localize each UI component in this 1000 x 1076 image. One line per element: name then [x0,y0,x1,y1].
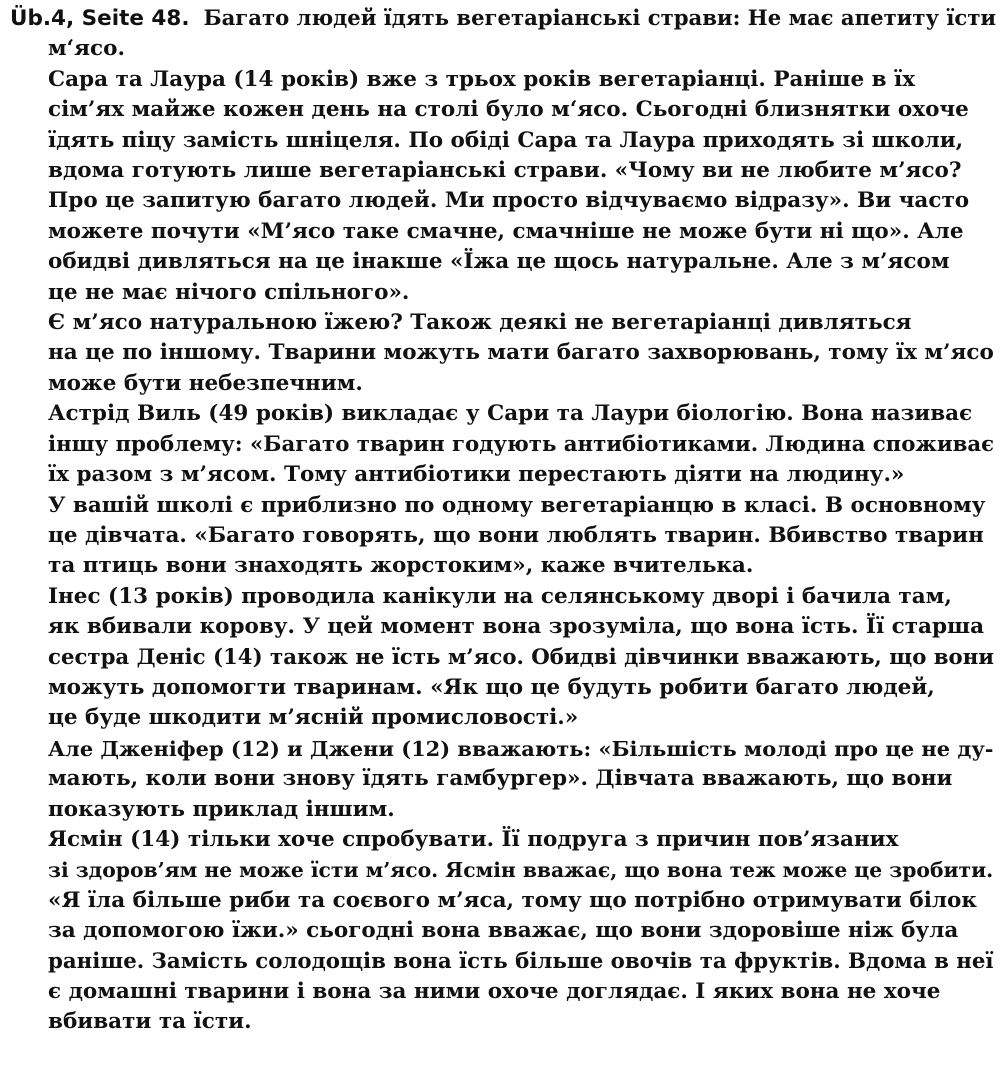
text-line: вдома готують лише вегетаріанські страви. «Чому ви не любите м’ясо? [48,158,962,184]
text-line: «Я їла більше риби та соєвого м’яса, тому що потрібно отримувати білок [48,887,977,913]
text-line: можете почути «М’ясо таке смачне, смачніше не може бути ні що». Але [48,218,964,244]
text-line: мають, коли вони знову їдять гамбургер». Дівчата вважають, що вони [48,766,953,792]
text-line: У вашій школі є приблизно по одному вегетаріанцю в класі. В основному [48,492,986,518]
paragraph [10,825,994,1038]
text-line: це не має нічого спільного». [48,279,410,305]
text-line: обидві дивляться на це інакше «Їжа це щось натуральне. Але з м’ясом [48,249,950,275]
text-line: можуть допомогти тваринам. «Як що це будуть робити багато людей, [48,674,935,700]
text-line: це буде шкодити м’ясній промисловості.» [48,705,579,731]
text-line: це дівчата. «Багато говорять, що вони люблять тварин. Вбивство тварин [48,522,984,548]
heading-title-cont: м‘ясо. [48,36,125,62]
heading-line [10,3,997,34]
text-line: їх разом з м’ясом. Тому антибіотики перестають діяти на людину.» [48,462,905,488]
text-line: та птиць вони знаходять жорстоким», каже вчителька. [48,553,754,579]
text-line: як вбивали корову. У цей момент вона зрозуміла, що вона їсть. Її старша [48,614,985,640]
text-line: Але Дженіфер (12) и Джени (12) вважають: «Більшість молоді про це не ду- [48,735,994,761]
text-line: Сара та Лаура (14 років) вже з трьох років вегетаріанці. Раніше в їх [48,66,916,92]
text-line: Ясмін (14) тільки хоче спробувати. Її подруга з причин пов’язаних [48,826,899,852]
text-line: Інес (13 років) проводила канікули на селянському дворі і бачила там, [48,583,952,609]
text-line: зі здоров’ям не може їсти м’ясо. Ясмін вважає, що вона теж може це зробити. [48,858,994,883]
paragraph [10,734,994,825]
paragraph [10,65,994,308]
body-text [10,65,994,1038]
text-line: вбивати та їсти. [48,1009,252,1035]
text-line: є домашні тварини і вона за ними охоче доглядає. І яких вона не хоче [48,979,941,1004]
text-line: іншу проблему: «Багато тварин годують антибіотиками. Людина споживає [48,431,995,457]
paragraph [10,582,994,734]
text-line: їдять піцу замість шніцеля. По обіді Сара та Лаура приходять зі школи, [48,127,964,153]
text-line: сім’ях майже кожен день на столі було м‘ясо. Сьогодні близнятки охоче [48,97,969,123]
paragraph [10,399,994,581]
text-line: Є м’ясо натуральною їжею? Також деякі не вегетаріанці дивляться [48,310,912,336]
text-line: на це по іншому. Тварини можуть мати багато захворювань, тому їх м’ясо [48,340,994,366]
text-line: Про це запитую багато людей. Ми просто відчуваємо відразу». Ви часто [48,188,970,214]
text-line: може бути небезпечним. [48,370,363,396]
document-page [10,0,997,1038]
exercise-label: Üb.4, Seite 48. [10,6,190,31]
text-line: Астрід Виль (49 років) викладає у Сари та Лаури біологію. Вона називає [48,401,973,427]
text-line: раніше. Замість солодощів вона їсть більше овочів та фруктів. Вдома в неї [48,948,994,974]
text-line: за допомогою їжи.» сьогодні вона вважає, що вони здоровіше ніж була [48,918,959,944]
text-line: показують приклад іншим. [48,796,395,822]
heading-title: Багато людей їдять вегетаріанські страви: Не має апетиту їсти [203,5,997,30]
text-line: сестра Деніс (14) також не їсть м’ясо. Обидві дівчинки вважають, що вони [48,644,995,670]
paragraph [10,308,994,399]
